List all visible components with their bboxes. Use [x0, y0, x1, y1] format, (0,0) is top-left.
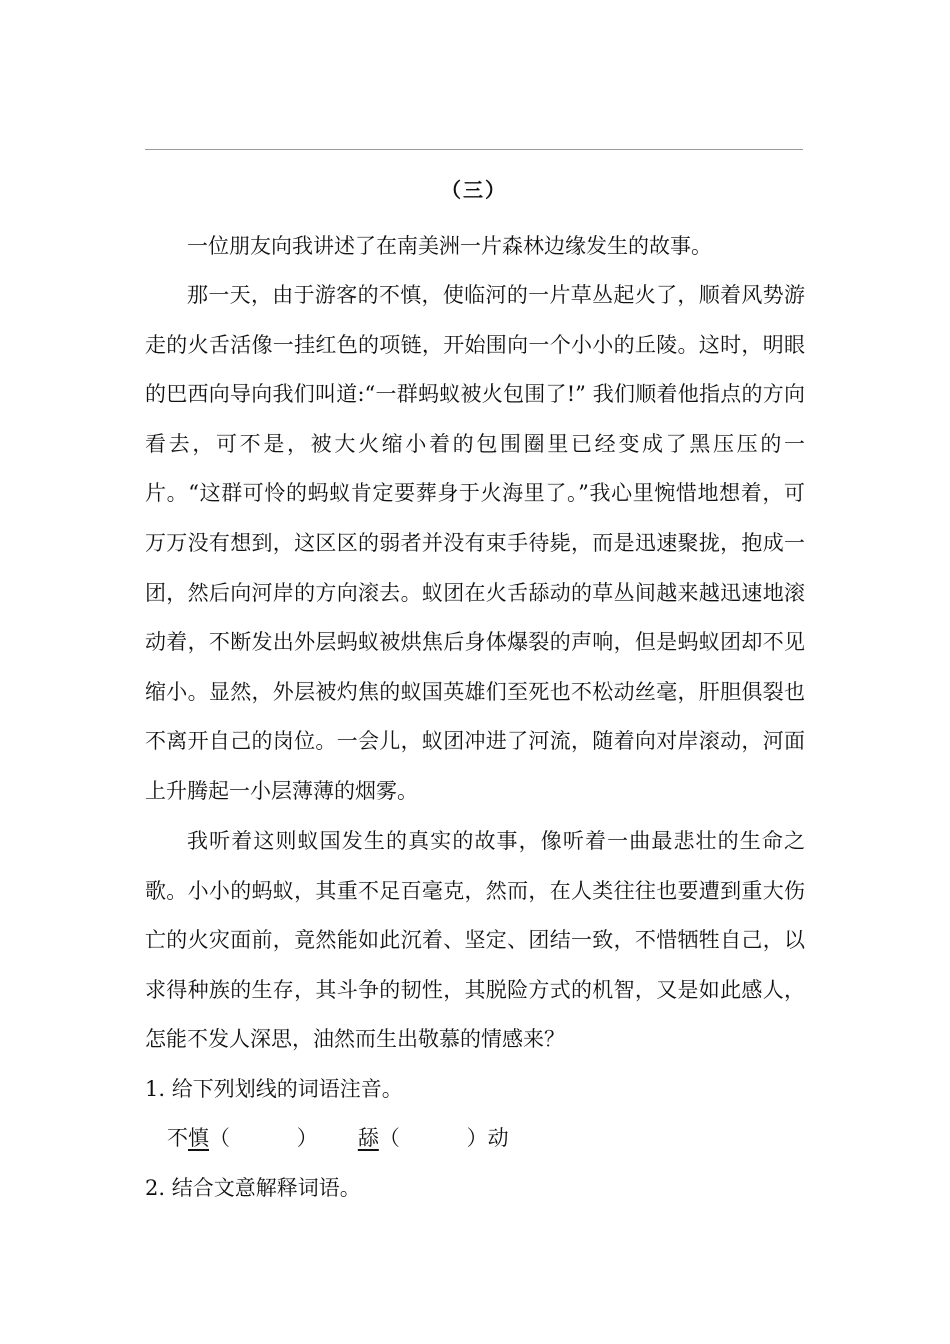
question-2: 2. 结合文意解释词语。 — [145, 1176, 361, 1200]
item2-suffix: 动 — [487, 1126, 509, 1150]
item1-underlined-char: 慎 — [188, 1126, 209, 1150]
item1-prefix: 不 — [167, 1126, 188, 1150]
paragraph-3: 我听着这则蚁国发生的真实的故事，像听着一曲最悲壮的生命之歌。小小的蚂蚁，其重不足百毫克，然而，在人类往往也要遭到重大伤亡的火灾面前，竟然能如此沉着、坚定、团结一致，不惜牺牲自己，以求得种族的生存，其斗争的韧性，其脱险方式的机智，又是如此感人，怎能不发人深思，油然而生出敬慕的情感来？ — [145, 829, 805, 1052]
header-rule — [145, 149, 803, 150]
item2-answer-blank[interactable]: （ ） — [378, 1126, 488, 1150]
item2-underlined-char: 舔 — [357, 1126, 379, 1150]
question-1-items — [167, 1114, 509, 1164]
paragraph-2: 那一天，由于游客的不慎，使临河的一片草丛起火了，顺着风势游走的火舌活像一挂红色的项链，开始围向一个小小的丘陵。这时，明眼的巴西向导向我们叫道:“一群蚂蚁被火包围了!” 我们顺着他指点的方向看去，可不是，被大火缩小着的包围圈里已经变成了黑压压的一片。“这群可怜的蚂蚁肯定要葬身于火海里了。”我心里惋惜地想着，可万万没有想到，这区区的弱者并没有束手待毙，而是迅速聚拢，抱成一团，然后向河岸的方向滚去。蚁团在火舌舔动的草丛间越来越迅速地滚动着，不断发出外层蚂蚁被烘焦后身体爆裂的声响，但是蚂蚁团却不见缩小。显然，外层被灼焦的蚁国英雄们至死也不松动丝毫，肝胆俱裂也不离开自己的岗位。一会儿，蚁团冲进了河流，随着向对岸滚动，河面上升腾起一小层薄薄的烟雾。 — [145, 283, 805, 803]
section-title: （三） — [441, 178, 507, 202]
item1-answer-blank[interactable]: （ ） — [209, 1126, 318, 1150]
paragraph-1: 一位朋友向我讲述了在南美洲一片森林边缘发生的故事。 — [187, 234, 712, 258]
question-1: 1. 给下列划线的词语注音。 — [145, 1077, 403, 1101]
